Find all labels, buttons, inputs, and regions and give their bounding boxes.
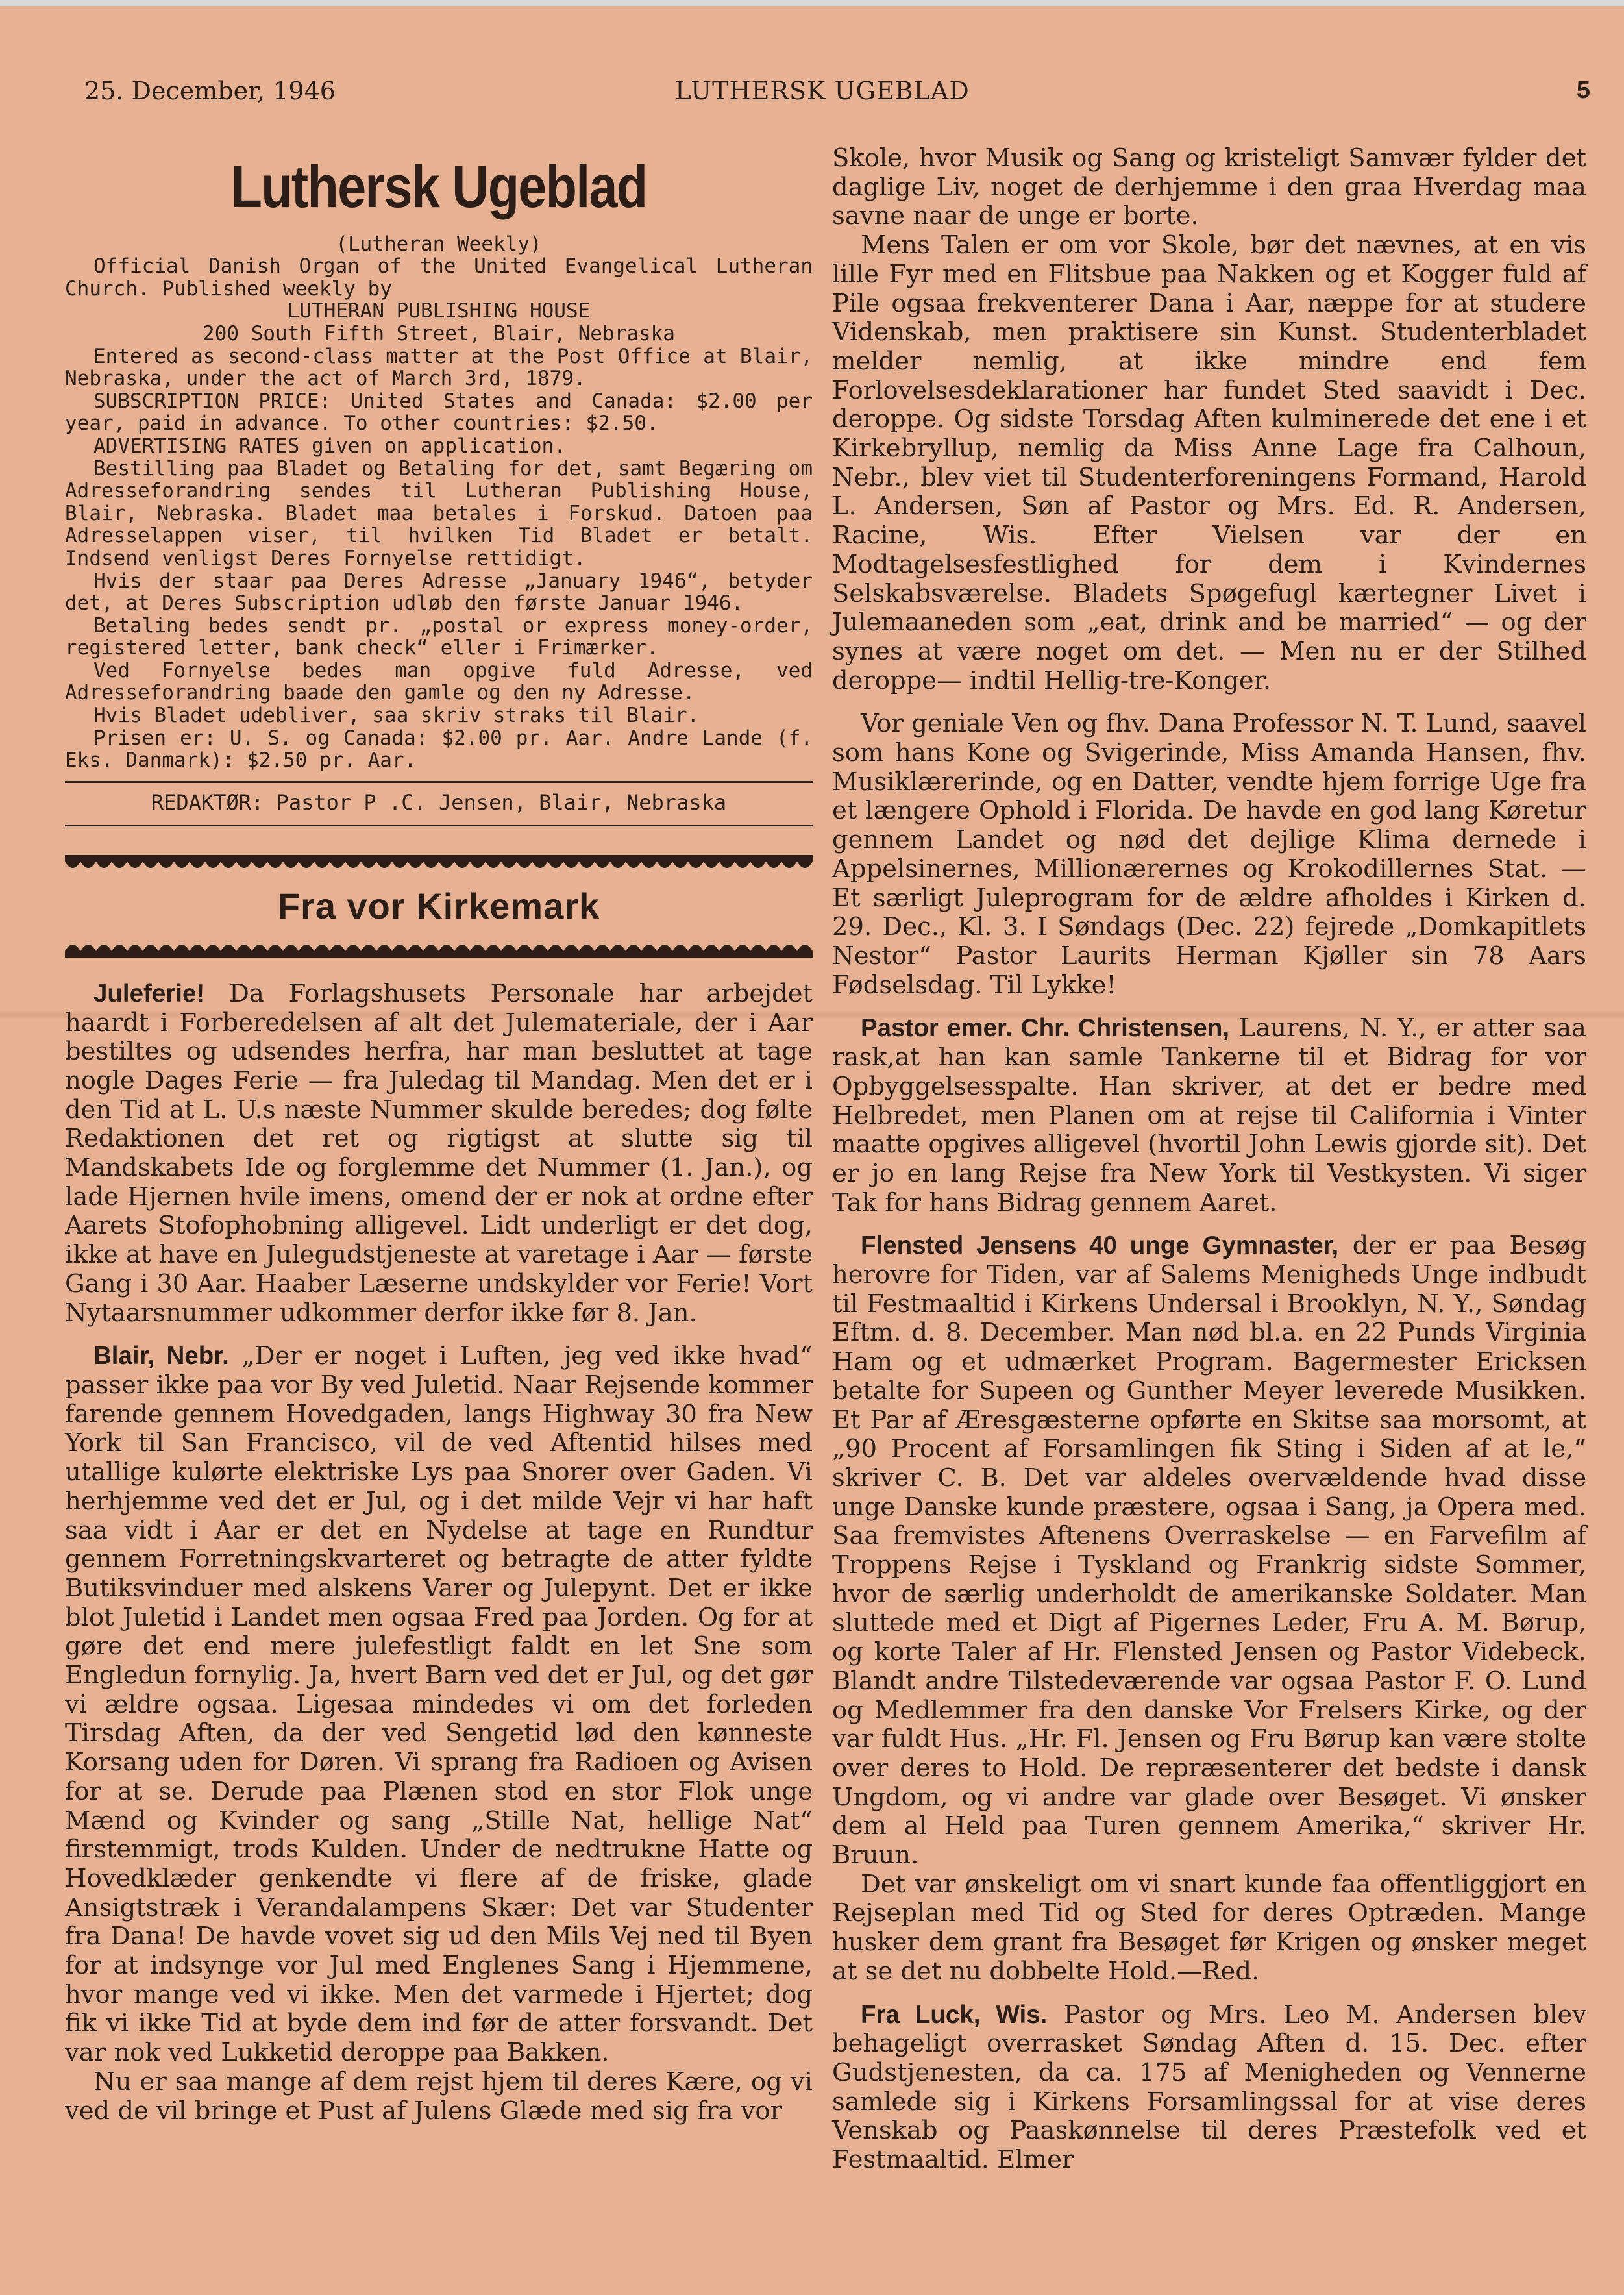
section-title: Fra vor Kirkemark xyxy=(277,885,600,926)
article-lead: Juleferie! xyxy=(93,979,205,1008)
article-text: der er paa Besøg herovre for Tiden, var af Salems Menigheds Unge indbudt til Festmaaltid i Kirkens Undersal i Brooklyn, N. Y., Søndag Eftm. d. 8. December. Man nød bl.a. en 22 Punds Virginia Ham og et udmærket Program. Bagermester Ericksen betalte for Supeen og Gunther Meyer leverede Musikken. Et Par af Æresgæsterne opførte en Skitse saa morsomt, at „90 Procent af Forsamlingen fik Sting i Siden af at le,“ skriver C. B. Det var aldeles overvældende hvad disse unge Danske kunde præstere, ogsaa i Sang, ja Opera med. Saa fremvistes Aftenens Overraskelse — en Farvefilm af Troppens Rejse i Tyskland og Frankrig sidste Sommer, hvor de særlig underholdt de amerikanske Soldater. Man sluttede med et Digt af Pigernes Leder, Fru A. M. Børup, og korte Taler af Hr. Flensted Jensen og Pastor Videbeck. Blandt andre Tilstedeværende var ogsaa Pastor F. O. Lund og Medlemmer fra den danske Vor Frelsers Kirke, og der var fuldt Hus. „Hr. Fl. Jensen og Fru Børup kan være stolte over deres to Hold. De repræsenterer det bedste i dansk Ungdom, og vi andre var glade over Besøget. Vi ønsker dem al Held paa Turen gennem Amerika,“ skriver Hr. Bruun. xyxy=(832,1231,1586,1870)
missing-paper-notice: Hvis Bladet udebliver, saa skriv straks til Blair. xyxy=(93,704,700,728)
article-skole-continued: Skole, hvor Musik og Sang og kristeligt Samvær fylder det daglige Liv, noget de derhjemme i den graa Hverdag maa savne naar de unge er borte. xyxy=(832,143,1586,231)
left-articles xyxy=(65,980,813,2126)
entered-notice: Entered as second-class matter at the Post Office at Blair, Nebraska, under the act of March 3rd, 1879. xyxy=(65,344,813,391)
masthead-info xyxy=(65,233,813,772)
running-title: LUTHERSK UGEBLAD xyxy=(675,77,970,105)
price-notice: Prisen er: U. S. og Canada: $2.00 pr. Aar. Andre Lande (f. Eks. Danmark): $2.50 pr. Aar. xyxy=(65,726,813,773)
ornament-border-top xyxy=(65,855,813,878)
ornament-border-bottom xyxy=(65,934,813,958)
masthead-subtitle: (Lutheran Weekly) xyxy=(336,232,542,256)
publisher-name: LUTHERAN PUBLISHING HOUSE xyxy=(287,299,591,323)
editor-line: REDAKTØR: Pastor P .C. Jensen, Blair, Nebraska xyxy=(151,789,727,815)
renewal-notice: Ved Fornyelse bedes man opgive fuld Adresse, ved Adresseforandring baade den gamle og den ny Adresse. xyxy=(65,658,813,705)
issue-date: 25. December, 1946 xyxy=(84,77,336,105)
article-talen: Mens Talen er om vor Skole, bør det nævnes, at en vis lille Fyr med en Flitsbue paa Nakken og et Kogger fuld af Pile ogsaa frekventerer Dana i Aar, næppe for at studere Videnskab, men praktisere sin Kunst. Studenterbladet melder nemlig, at ikke mindre end fem Forlovelsesdeklarationer har fundet Sted saavidt i Dec. deroppe. Og sidste Torsdag Aften kulminerede det ene i et Kirkebryllup, nemlig da Miss Anne Lage fra Calhoun, Nebr., blev viet til Studenterforeningens Formand, Harold L. Andersen, Søn af Pastor og Mrs. Ed. R. Andersen, Racine, Wis. Efter Vielsen var der en Modtagelsesfestlighed for dem i Kvindernes Selskabsværelse. Bladets Spøgefugl kærtegner Livet i Julemaaneden som „eat, drink and be married“ — og der synes at være noget om det. — Men nu er der Stilhed deroppe— indtil Hellig-tre-Konger. xyxy=(832,230,1586,695)
masthead-organ: Official Danish Organ of the United Evangelical Lutheran Church. Published weekly by xyxy=(65,254,813,301)
payment-notice: Betaling bedes sendt pr. „postal or express money-order, registered letter, bank check“ eller i Frimærker. xyxy=(65,614,813,660)
advertising-rates: ADVERTISING RATES given on application. xyxy=(93,434,566,458)
right-column xyxy=(832,144,1586,2175)
article-lead: Flensted Jensens 40 unge Gymnaster, xyxy=(861,1232,1339,1260)
subscription-price: SUBSCRIPTION PRICE: United States and Canada: $2.00 per year, paid in advance. To other countries: $2.50. xyxy=(65,389,813,436)
article-text: Laurens, N. Y., er atter saa rask,at han kan samle Tankerne til et Bidrag for vor Opbyggelsesspalte. Han skriver, at det er bedre med Helbredet, men Planen om at rejse til California i Vinter maatte opgives alligevel (hvortil John Lewis gjorde sit). Det er jo en lang Rejse fra New York til Vestkysten. Vi siger Tak for hans Bidrag gennem Aaret. xyxy=(832,1013,1586,1217)
publisher-address: 200 South Fifth Street, Blair, Nebraska xyxy=(203,321,675,345)
running-header xyxy=(84,77,1590,116)
article-luck xyxy=(832,2001,1586,2175)
article-onskeligt: Det var ønskeligt om vi snart kunde faa offentliggjort en Rejseplan med Tid og Sted for deres Optræden. Mange husker dem grant fra Besøget før Krigen og ønsker meget at se det nu dobbelte Hold.—Red. xyxy=(832,1869,1586,1986)
masthead-title: Luthersk Ugeblad xyxy=(230,154,647,220)
address-date-notice: Hvis der staar paa Deres Adresse „January 1946“, betyder det, at Deres Subscription udløb den første Januar 1946. xyxy=(65,569,813,615)
left-column xyxy=(65,143,813,2126)
article-blair-continued: Nu er saa mange af dem rejst hjem til deres Kære, og vi ved de vil bringe et Pust af Julens Glæde med sig fra vor xyxy=(65,2066,813,2126)
article-lund: Vor geniale Ven og fhv. Dana Professor N. T. Lund, saavel som hans Kone og Svigerinde, Miss Amanda Hansen, fhv. Musiklærerinde, og en Datter, vendte hjem forrige Uge fra et længere Ophold i Florida. De havde en god lang Køretur gennem Landet og nød det dejlige Klima dernede i Appelsinernes, Millionærernes og Krokodillernes Stat. — Et særligt Juleprogram for de ældre afholdes i Kirken d. 29. Dec., Kl. 3. I Søndags (Dec. 22) fejrede „Domkapitlets Nestor“ Pastor Laurits Herman Kjøller sin 78 Aars Fødselsdag. Til Lykke! xyxy=(832,709,1586,1000)
page-number: 5 xyxy=(1576,77,1590,104)
masthead-rule xyxy=(65,781,813,783)
article-text: Pastor og Mrs. Leo M. Andersen blev behageligt overrasket Søndag Aften d. 15. Dec. efter Gudstjenesten, da ca. 175 af Menigheden og Vennerne samlede sig i Kirkens Forsamlingssal for at vise deres Venskab og Paaskønnelse til deres Præstefolk ved et Festmaaltid. Elmer xyxy=(832,2000,1586,2175)
article-juleferie xyxy=(65,980,813,1328)
right-articles xyxy=(832,144,1586,2175)
article-christensen xyxy=(832,1014,1586,1217)
ordering-notice: Bestilling paa Bladet og Betaling for det, samt Begæring om Adresseforandring sendes til Lutheran Publishing House, Blair, Nebraska. Bladet maa betales i Forskud. Datoen paa Adresselappen viser, til hvilken Tid Bladet er betalt. Indsend venligst Deres Fornyelse rettidigt. xyxy=(65,456,813,570)
article-lead: Blair, Nebr. xyxy=(93,1342,229,1371)
article-lead: Pastor emer. Chr. Christensen, xyxy=(861,1014,1230,1043)
article-text: Da Forlagshusets Personale har arbejdet haardt i Forberedelsen af alt det Julemateriale, der i Aar bestiltes og udsendes herfra, har man besluttet at tage nogle Dages Ferie — fra Juledag til Mandag. Men det er i den Tid at L. U.s næste Nummer skulde beredes; dog følte Redaktionen det ret og rigtigst at slutte sig til Mandskabets Ide og forglemme det Nummer (1. Jan.), og lade Hjernen hvile imens, omend der er nok at ordne efter Aarets Stofophobning alligevel. Lidt underligt er det dog, ikke at have en Julegudstjeneste at varetage i Aar — første Gang i 30 Aar. Haaber Læserne undskylder vor Ferie! Vort Nytaarsnummer udkommer derfor ikke før 8. Jan. xyxy=(65,978,813,1328)
page-top-edge xyxy=(0,0,1624,6)
article-text: „Der er noget i Luften, jeg ved ikke hvad“ passer ikke paa vor By ved Juletid. Naar Rejsende kommer farende gennem Hovedgaden, langs Highway 30 fra New York til San Francisco, vil de ved Aftentid hilses med utallige kulørte elektriske Lys paa Snorer over Gaden. Vi herhjemme ved det er Jul, og i det milde Vejr vi har haft saa vidt i Aar er det en Nydelse at tage en Rundtur gennem Forretningskvarteret og betragte de atter fyldte Butiksvinduer med alskens Varer og Julepynt. Det er ikke blot Juletid i Landet men ogsaa Fred paa Jorden. Og for at gøre det end mere julefestligt faldt en let Sne som Engledun fornylig. Ja, hvert Barn ved det er Jul, og det gør vi ældre ogsaa. Ligesaa mindedes vi om det forleden Tirsdag Aften, da der ved Sengetid lød den kønneste Korsang uden for Døren. Vi sprang fra Radioen og Avisen for at se. Derude paa Plænen stod en stor Flok unge Mænd og Kvinder og sang „Stille Nat, hellige Nat“ firstemmigt, trods Kulden. Under de nedtrukne Hatte og Hovedklæder genkendte vi flere af de friske, glade Ansigtstræk i Verandalampens Skær: Det var Studenter fra Dana! De havde vovet sig ud den Mils Vej ned til Byen for at indsynge vor Jul med Englenes Sang i Hjemmene, hvor mange ved vi ikke. Men det varmede i Hjertet; dog fik vi ikke Tid at byde dem ind før de atter forsvandt. Det var nok ved Lukketid deroppe paa Bakken. xyxy=(65,1341,813,2068)
article-lead: Fra Luck, Wis. xyxy=(861,2000,1048,2029)
article-blair xyxy=(65,1342,813,2068)
article-flensted xyxy=(832,1232,1586,1870)
